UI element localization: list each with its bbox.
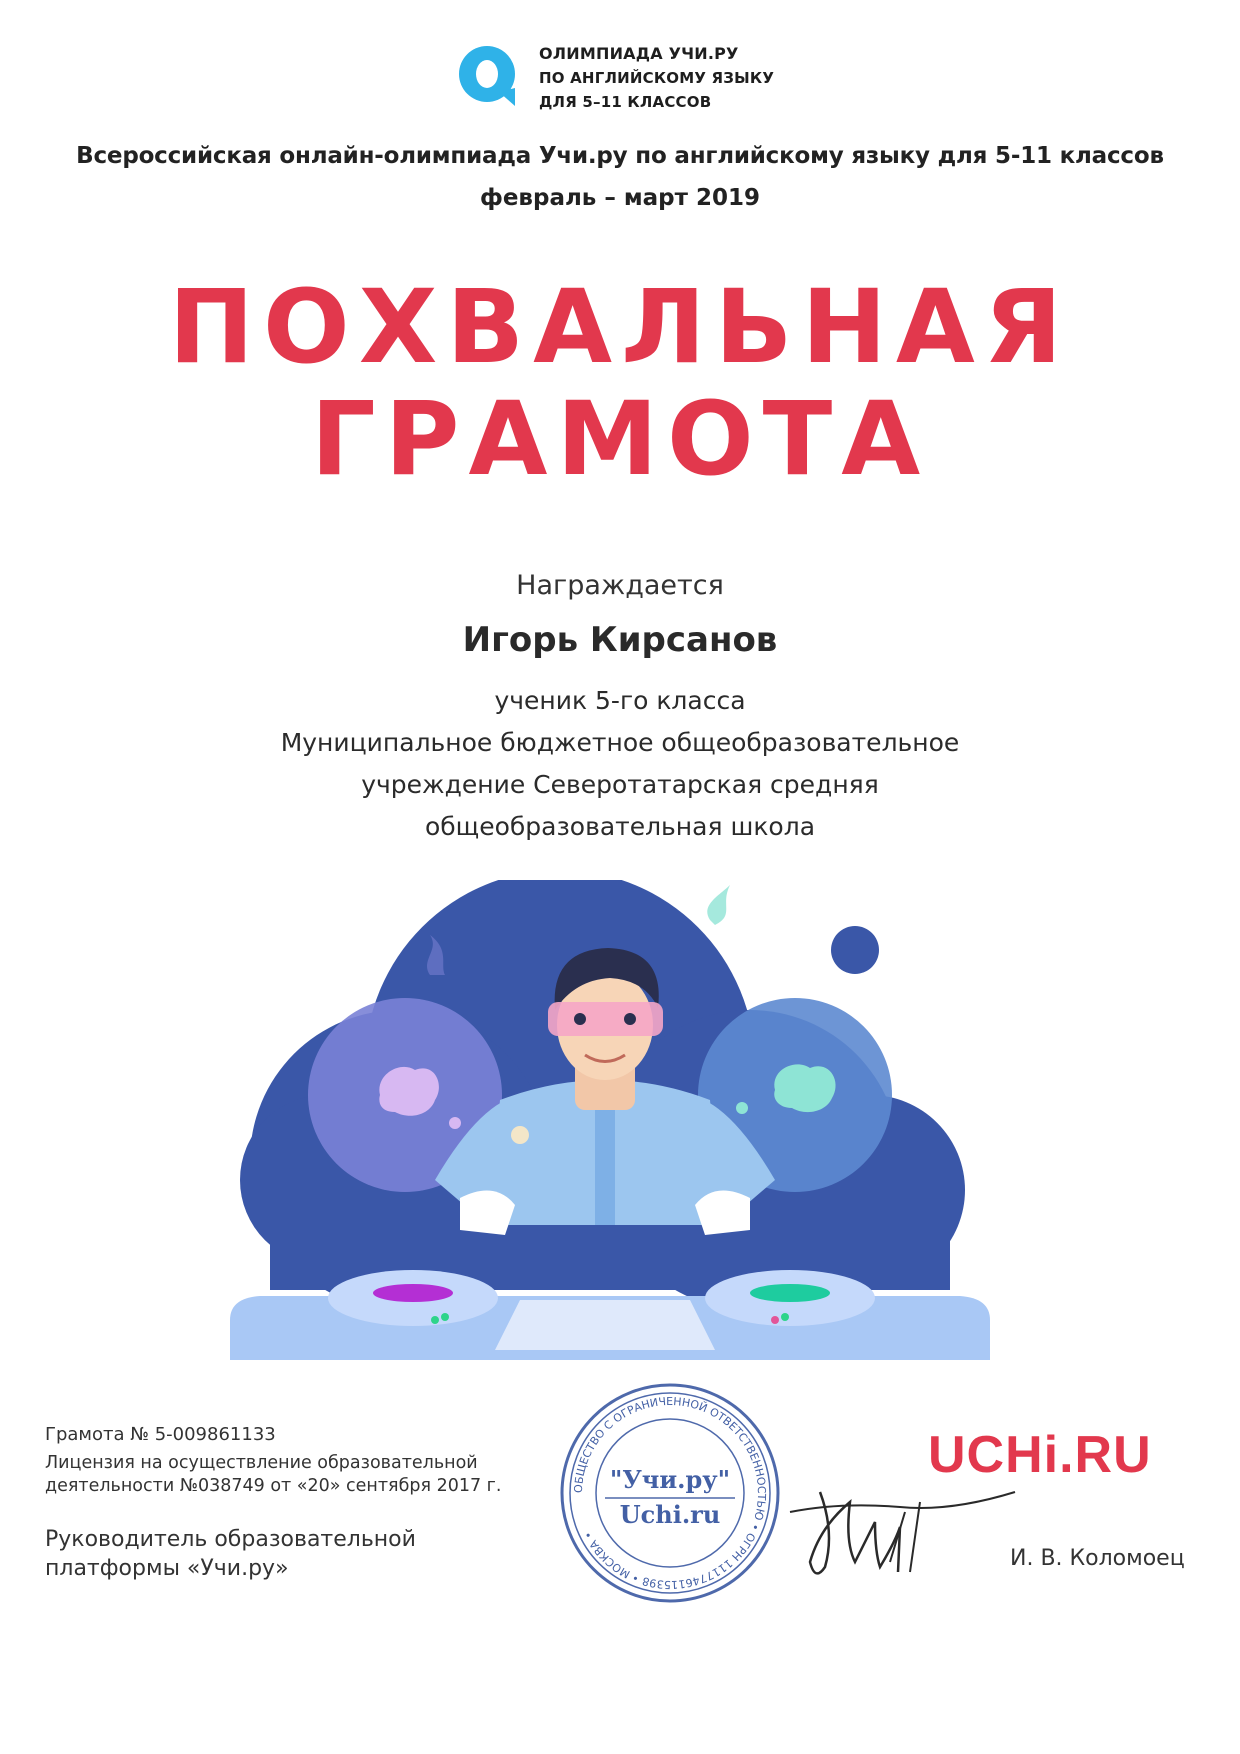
signer-name: И. В. Коломоец [1010,1546,1185,1571]
license-line-2: деятельности №038749 от «20» сентября 2017 г. [45,1476,502,1496]
event-dates: февраль – март 2019 [480,185,760,211]
logo-line-2: ПО АНГЛИЙСКОМУ ЯЗЫКУ [539,69,775,87]
handwritten-signature [780,1472,1020,1592]
right-flask-liquid [750,1284,830,1302]
scientist-boy-with-bubbles-illustration [230,880,990,1360]
certificate-title-line-1: ПОХВАЛЬНАЯ [168,268,1072,387]
license-line-1: Лицензия на осуществление образовательной [45,1453,478,1473]
left-flask-liquid [373,1284,453,1302]
recipient-name: Игорь Кирсанов [462,620,778,660]
event-title: Всероссийская онлайн-олимпиада Учи.ру по английскому языку для 5-11 классов [76,143,1164,169]
svg-text:ОБЩЕСТВО С ОГРАНИЧЕННОЙ ОТВЕТС: ОБЩЕСТВО С ОГРАНИЧЕННОЙ ОТВЕТСТВЕННОСТЬЮ • ОГРН 1117746115398 • МОСКВА • [571,1394,769,1592]
certificate-title-line-2: ГРАМОТА [310,380,930,499]
certificate-title [0,268,1240,499]
recipient-info [0,680,1240,848]
logo-text [539,42,774,114]
left-bubble-dot [449,1117,461,1129]
certificate-number: Грамота № 5-009861133 [45,1424,276,1445]
license-text [45,1452,525,1498]
olympiad-logo [455,42,795,122]
right-bubble-blob [774,1064,835,1112]
recipient-grade: ученик 5-го класса [494,686,746,715]
awarded-label: Награждается [516,570,724,601]
q-speech-bubble-icon [455,42,525,112]
keyboard [495,1300,715,1350]
svg-text:"Учи.ру": "Учи.ру" [609,1465,731,1494]
school-line-2: учреждение Северотатарская средняя [361,770,879,799]
company-seal-stamp [555,1378,785,1608]
right-bubble-dot [736,1102,748,1114]
logo-line-1: ОЛИМПИАДА УЧИ.РУ [539,44,739,63]
director-line-1: Руководитель образовательной [45,1527,416,1552]
floating-dot [831,926,879,974]
uchi-ru-brand-logo: UCHi.RU [928,1426,1152,1484]
logo-line-3: ДЛЯ 5–11 КЛАССОВ [539,93,712,111]
right-smoke [707,885,730,925]
director-line-2: платформы «Учи.ру» [45,1556,289,1581]
director-title [45,1525,505,1583]
school-line-1: Муниципальное бюджетное общеобразовательное [280,728,960,757]
school-line-3: общеобразовательная школа [424,812,816,841]
svg-text:Uchi.ru: Uchi.ru [619,1500,721,1529]
